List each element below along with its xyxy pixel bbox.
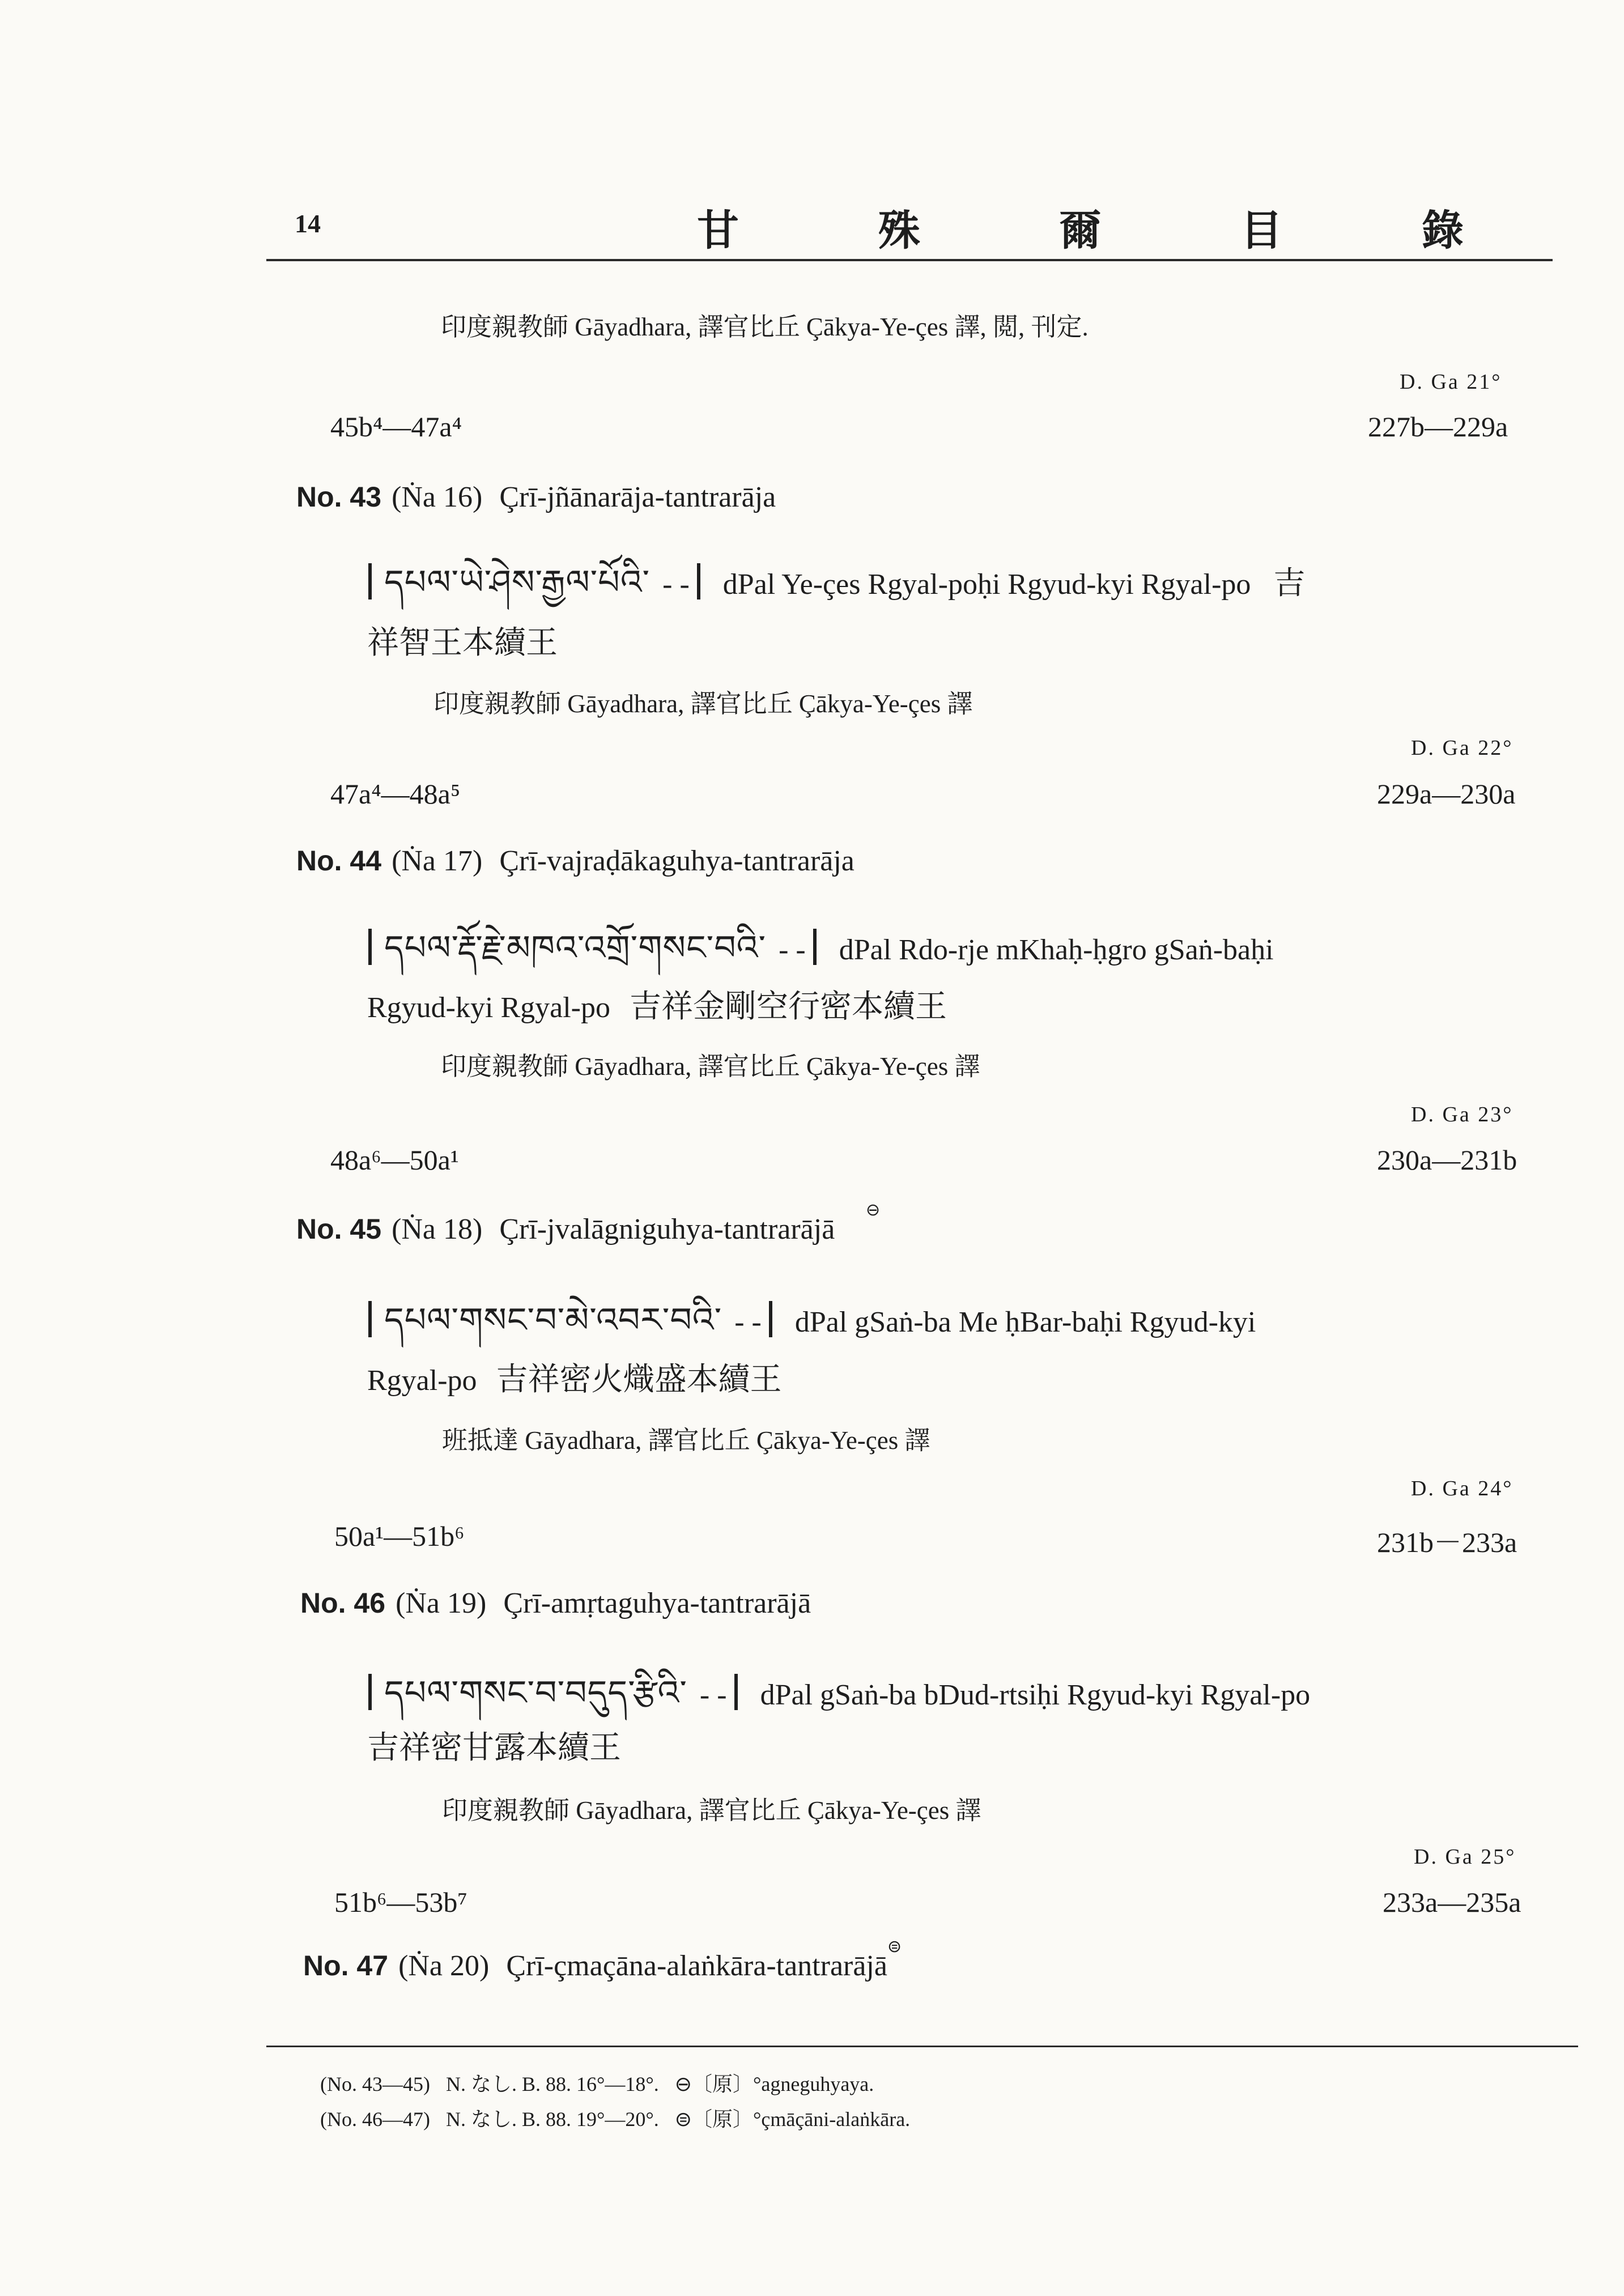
tibetan-title: དཔལ་གསང་བ་མེ་འབར་བའི་ — [384, 1300, 722, 1340]
intro-credit: 印度親教師 Gāyadhara, 譯官比丘 Çākya-Ye-çes 譯, 閲, 刊定. — [441, 313, 1089, 341]
shad-mark — [368, 1301, 372, 1337]
footnote-note: ⊜〔原〕°çmāçāni-alaṅkāra. — [674, 2108, 911, 2131]
tibetan-title: དཔལ་ཡེ་ཤེས་རྒྱལ་པོའི་ — [384, 563, 651, 602]
entry-44-dref: D. Ga 23° — [1411, 1103, 1514, 1126]
romanized-title: dPal gSaṅ-ba bDud-rtsiḥi Rgyud-kyi Rgyal-po — [760, 1679, 1311, 1711]
entry-46-credit: 印度親教師 Gāyadhara, 譯官比丘 Çākya-Ye-çes 譯 — [442, 1796, 981, 1825]
footnote-1 — [320, 2068, 874, 2097]
entry-44-continuation — [367, 981, 947, 1027]
entry-45-continuation — [367, 1354, 782, 1400]
entry-section: (Ṅa 16) — [392, 481, 483, 513]
footnote-range: (No. 46—47) — [320, 2108, 430, 2131]
entry-46-tibetan-line: དཔལ་གསང་བ་བདུད་རྩིའི་ - - dPal gSaṅ-ba bDud-rtsiḥi Rgyud-kyi Rgyal-po — [368, 1655, 1310, 1750]
entry-sanskrit-title: Çrī-çmaçāna-alaṅkāra-tantrarājā — [506, 1950, 887, 1982]
entry-44-heading — [296, 844, 854, 878]
romanized-title-continued: Rgyal-po — [367, 1364, 477, 1397]
shad-mark — [697, 563, 700, 599]
shad-mark — [368, 1674, 372, 1710]
entry-43-tibetan-line: དཔལ་ཡེ་ཤེས་རྒྱལ་པོའི་ - - dPal Ye-çes Rgyal-poḥi Rgyud-kyi Rgyal-po 吉 — [368, 544, 1305, 640]
footnote-2 — [320, 2103, 910, 2132]
entry-44-tibetan-line: དཔལ་རྡོ་རྗེ་མཁའ་འགྲོ་གསང་བའི་ - - dPal Rdo-rje mKhaḥ-ḥgro gSaṅ-baḥi — [368, 909, 1274, 1005]
entry-45-tibetan-line: དཔལ་གསང་བ་མེ་འབར་བའི་ - - dPal gSaṅ-ba Me ḥBar-baḥi Rgyud-kyi — [368, 1282, 1256, 1377]
entry-number: No. 46 — [300, 1587, 386, 1619]
entry-43-right-folio: 229a—230a — [1377, 778, 1516, 810]
footnote-note: ⊖〔原〕°agneguhyaya. — [674, 2073, 874, 2095]
chinese-title: 吉祥密火熾盛本續王 — [496, 1361, 782, 1398]
entry-45-left-folio: 50a¹—51b⁶ — [334, 1520, 465, 1552]
shad-mark — [368, 563, 372, 599]
header-rule — [266, 259, 1553, 261]
footnote-text: N. なし. B. 88. 19°—20°. — [445, 2108, 659, 2131]
chinese-title-part: 吉 — [1273, 565, 1306, 602]
entry-sanskrit-title: Çrī-vajraḍākaguhya-tantrarāja — [499, 845, 854, 877]
entry-number: No. 45 — [296, 1213, 382, 1245]
footnote-rule — [266, 2046, 1578, 2047]
entry-45-dref: D. Ga 24° — [1411, 1477, 1514, 1500]
footnote-text: N. なし. B. 88. 16°—18°. — [445, 2073, 659, 2095]
running-title: 甘 殊 爾 目 錄 — [697, 206, 1527, 255]
entry-43-left-folio: 47a⁴—48a⁵ — [330, 778, 461, 810]
entry-section: (Ṅa 20) — [398, 1950, 490, 1982]
chinese-title: 吉祥金剛空行密本續王 — [629, 988, 947, 1025]
entry-sanskrit-title: Çrī-amṛtaguhya-tantrarājā — [503, 1587, 811, 1619]
entry-43-chinese-title: 祥智王本續王 — [367, 624, 558, 661]
entry-sanskrit-title: Çrī-jñānarāja-tantrarāja — [499, 481, 776, 513]
entry-44-credit: 印度親教師 Gāyadhara, 譯官比丘 Çākya-Ye-çes 譯 — [441, 1052, 980, 1081]
entry-number: No. 47 — [303, 1950, 389, 1982]
entry-46-dref: D. Ga 25° — [1414, 1845, 1516, 1869]
entry-sanskrit-title: Çrī-jvalāgniguhya-tantrarājā — [499, 1213, 835, 1245]
entry-43-heading — [296, 481, 776, 514]
intro-right-folio: 227b—229a — [1368, 411, 1508, 443]
entry-43-credit: 印度親教師 Gāyadhara, 譯官比丘 Çākya-Ye-çes 譯 — [433, 690, 973, 718]
shad-mark — [734, 1674, 738, 1710]
tibetan-title: དཔལ་གསང་བ་བདུད་རྩིའི་ — [384, 1673, 687, 1713]
entry-46-heading — [300, 1587, 811, 1620]
entry-45-heading — [296, 1213, 835, 1246]
footnote-range: (No. 43—45) — [320, 2073, 430, 2095]
entry-45-credit: 班抵達 Gāyadhara, 譯官比丘 Çākya-Ye-çes 譯 — [442, 1426, 930, 1455]
entry-number: No. 43 — [296, 481, 382, 513]
shad-mark — [813, 929, 817, 965]
entry-section: (Ṅa 17) — [392, 845, 483, 877]
romanized-title: dPal gSaṅ-ba Me ḥBar-baḥi Rgyud-kyi — [794, 1306, 1256, 1338]
page-number: 14 — [295, 209, 321, 238]
entry-43-dref: D. Ga 22° — [1411, 736, 1514, 760]
shad-mark — [368, 929, 372, 965]
entry-47-heading — [303, 1949, 887, 1983]
footnote-marker-2: ⊜ — [887, 1937, 902, 1957]
entry-46-chinese-title: 吉祥密甘露本續王 — [367, 1729, 621, 1766]
romanized-title-continued: Rgyud-kyi Rgyal-po — [367, 992, 610, 1024]
entry-number: No. 44 — [296, 845, 382, 877]
entry-45-right-folio: 231b－233a — [1377, 1527, 1517, 1558]
entry-44-right-folio: 230a—231b — [1377, 1144, 1517, 1176]
entry-section: (Ṅa 19) — [396, 1587, 487, 1619]
romanized-title: dPal Ye-çes Rgyal-poḥi Rgyud-kyi Rgyal-po — [722, 568, 1251, 601]
footnote-marker-1: ⊖ — [866, 1200, 881, 1220]
tibetan-title: དཔལ་རྡོ་རྗེ་མཁའ་འགྲོ་གསང་བའི་ — [384, 928, 767, 968]
entry-46-left-folio: 51b⁶—53b⁷ — [334, 1886, 467, 1918]
entry-section: (Ṅa 18) — [392, 1213, 483, 1245]
intro-dref: D. Ga 21° — [1400, 370, 1502, 394]
entry-46-right-folio: 233a—235a — [1383, 1886, 1521, 1918]
intro-left-folio: 45b⁴—47a⁴ — [330, 411, 462, 443]
entry-44-left-folio: 48a⁶—50a¹ — [330, 1144, 459, 1176]
romanized-title: dPal Rdo-rje mKhaḥ-ḥgro gSaṅ-baḥi — [839, 934, 1274, 966]
shad-mark — [769, 1301, 772, 1337]
